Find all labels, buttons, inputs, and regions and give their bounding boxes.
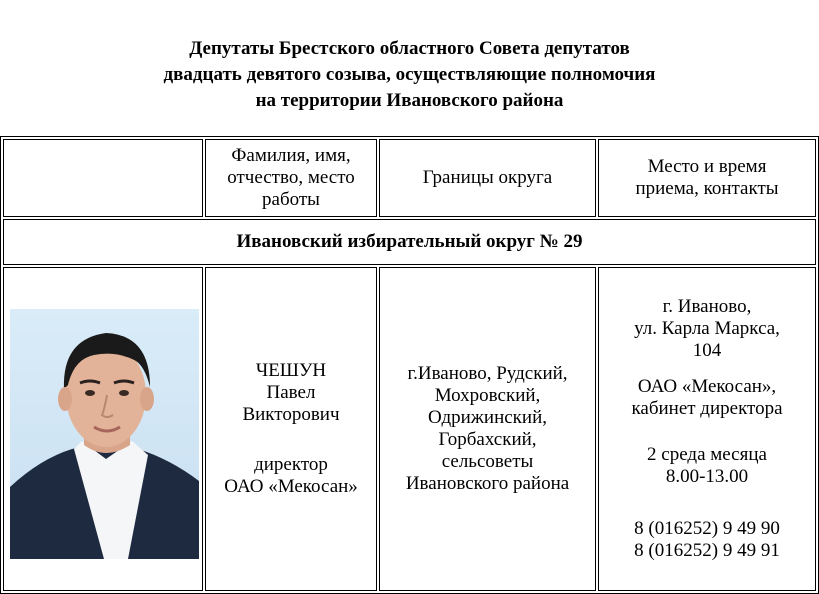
deputy-contacts-cell — [598, 267, 816, 591]
area-line: г.Иваново, Рудский, — [407, 363, 568, 384]
page-title — [0, 36, 819, 114]
page-title-line-3: на территории Ивановского района — [255, 90, 564, 111]
deputy-surname: ЧЕШУН — [255, 360, 327, 381]
deputy-portrait-image — [10, 309, 199, 559]
reception-place-line-2: кабинет директора — [631, 398, 783, 419]
area-line: Ивановского района — [405, 473, 570, 494]
header-photo-cell — [3, 139, 203, 217]
header-name-line-2: отчество, место — [227, 167, 355, 188]
address-line-2: ул. Карла Маркса, — [634, 318, 780, 339]
schedule-line-2: 8.00-13.00 — [665, 466, 749, 487]
page-title-line-1: Депутаты Брестского областного Совета депутатов — [189, 38, 630, 59]
reception-place-line-1: ОАО «Мекосан», — [637, 376, 777, 397]
deputy-first-name: Павел — [266, 382, 316, 403]
deputy-patronymic: Викторович — [242, 404, 340, 425]
deputy-area-cell — [379, 267, 596, 591]
header-name-cell — [205, 139, 377, 217]
phone-1: 8 (016252) 9 49 90 — [634, 518, 780, 539]
header-area-cell: Границы округа — [379, 139, 596, 217]
district-row — [3, 219, 816, 265]
area-line: сельсоветы — [441, 451, 534, 472]
header-contacts-cell — [598, 139, 816, 217]
header-name-line-3: работы — [262, 189, 320, 210]
address-line-1: г. Иваново, — [662, 296, 752, 317]
header-contacts-line-1: Место и время — [647, 156, 767, 177]
header-name-line-1: Фамилия, имя, — [231, 145, 351, 166]
area-line: Мохровский, — [434, 385, 541, 406]
district-title: Ивановский избирательный округ № 29 — [3, 219, 816, 265]
page-title-line-2: двадцать девятого созыва, осуществляющие полномочия — [163, 64, 656, 85]
area-line: Горбахский, — [438, 429, 537, 450]
area-line: Одрижинский, — [427, 407, 548, 428]
deputy-photo — [10, 309, 199, 559]
deputies-table — [0, 136, 819, 594]
deputy-name-cell — [205, 267, 377, 591]
deputy-position: директор — [254, 454, 328, 475]
deputy-organization: ОАО «Мекосан» — [224, 476, 358, 497]
table-header-row — [3, 139, 816, 217]
schedule-line-1: 2 среда месяца — [647, 444, 767, 465]
address-line-3: 104 — [692, 340, 722, 361]
table-row — [3, 267, 816, 591]
phone-2: 8 (016252) 9 49 91 — [634, 540, 780, 561]
deputy-photo-cell — [3, 267, 203, 591]
header-contacts-line-2: приема, контакты — [635, 178, 779, 199]
